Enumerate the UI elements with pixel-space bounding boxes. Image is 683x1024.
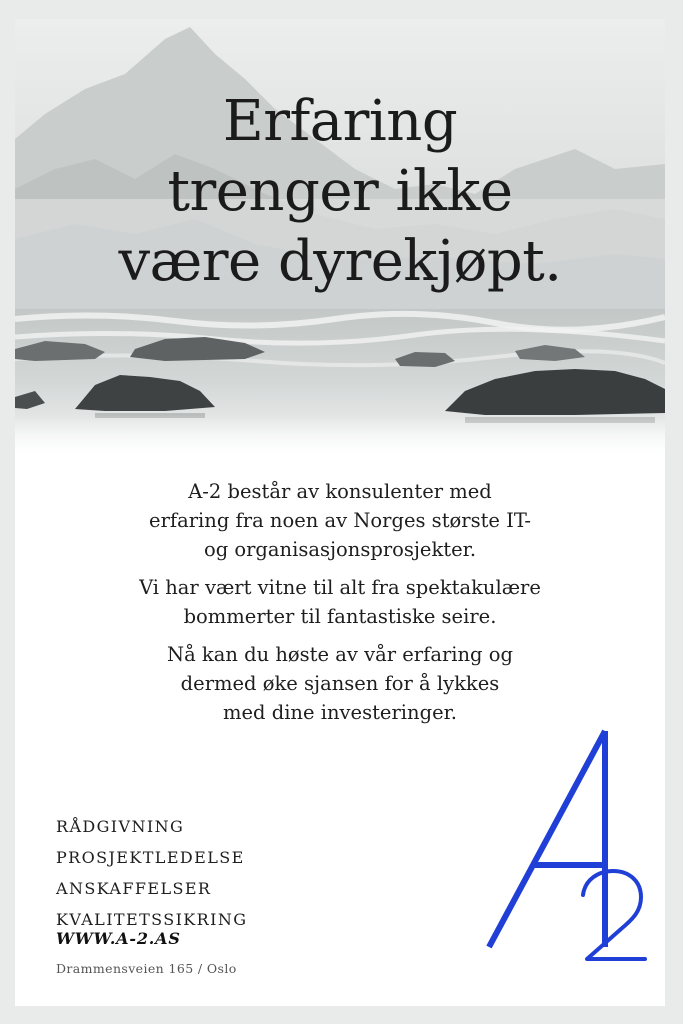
headline-line-3: være dyrekjøpt. xyxy=(118,229,562,294)
text-line: Nå kan du høste av vår erfaring og xyxy=(167,643,513,666)
service-item: KVALITETSSIKRING xyxy=(56,910,248,929)
advertisement xyxy=(15,19,665,1006)
headline xyxy=(15,87,665,297)
text-line: dermed øke sjansen for å lykkes xyxy=(180,672,500,695)
text-line: A-2 består av konsulenter med xyxy=(188,480,492,503)
logo-letter-a-diagonal xyxy=(489,731,605,947)
a2-logo-icon xyxy=(477,719,652,981)
services-list xyxy=(56,811,386,935)
headline-line-2: trenger ikke xyxy=(167,159,513,224)
address: Drammensveien 165 / Oslo xyxy=(56,961,237,976)
headline-line-1: Erfaring xyxy=(222,89,458,154)
text-line: og organisasjonsprosjekter. xyxy=(203,538,477,561)
service-item: PROSJEKTLEDELSE xyxy=(56,848,245,867)
text-line: med dine investeringer. xyxy=(223,701,457,724)
body-copy xyxy=(15,477,665,736)
hero-image xyxy=(15,19,665,455)
service-item: ANSKAFFELSER xyxy=(56,879,212,898)
service-item: RÅDGIVNING xyxy=(56,817,185,836)
paragraph-intro xyxy=(15,477,665,564)
text-line: erfaring fra noen av Norges største IT- xyxy=(149,509,531,532)
text-line: bommerter til fantastiske seire. xyxy=(183,605,497,628)
paragraph-offer xyxy=(15,640,665,727)
website-link[interactable]: WWW.A-2.AS xyxy=(56,929,181,948)
text-line: Vi har vært vitne til alt fra spektakulære xyxy=(139,576,541,599)
paragraph-experience xyxy=(15,573,665,631)
